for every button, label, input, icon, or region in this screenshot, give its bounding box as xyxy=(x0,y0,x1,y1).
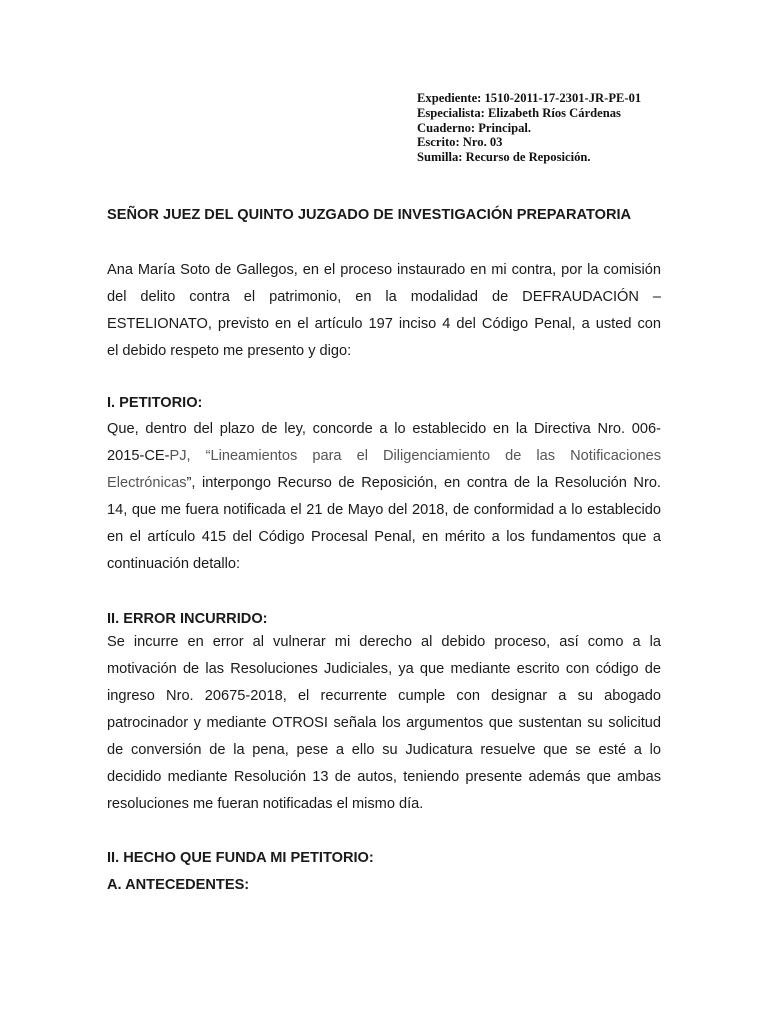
directive-number: 2015-CE- xyxy=(107,448,170,464)
error-line: patrocinador y mediante OTROSI señala los argumentos que sustentan su solicitud xyxy=(107,715,661,731)
especialista-line: Especialista: Elizabeth Ríos Cárdenas xyxy=(417,105,621,120)
petitorio-line-text: ”, interpongo Recurso de Reposición, en contra de la Resolución Nro. xyxy=(186,475,661,491)
error-paragraph xyxy=(107,629,661,818)
directive-title-end: Electrónicas xyxy=(107,475,187,491)
intro-line: ESTELIONATO, previsto en el artículo 197 inciso 4 del Código Penal, a usted con xyxy=(107,316,661,332)
error-line: de conversión de la pena, pese a ello su Judicatura resuelve que se esté a lo xyxy=(107,742,661,758)
intro-line: el debido respeto me presento y digo: xyxy=(107,343,352,359)
petitorio-line xyxy=(107,443,661,470)
antecedentes-heading: A. ANTECEDENTES: xyxy=(107,877,250,893)
directive-title: PJ, “Lineamientos para el Diligenciamiento de las Notificaciones xyxy=(169,448,661,464)
case-header xyxy=(417,91,747,165)
addressee-heading: SEÑOR JUEZ DEL QUINTO JUZGADO DE INVESTIGACIÓN PREPARATORIA xyxy=(107,207,632,223)
petitorio-line xyxy=(107,470,661,497)
escrito-line: Escrito: Nro. 03 xyxy=(417,135,503,150)
petitorio-line: en el artículo 415 del Código Procesal Penal, en mérito a los fundamentos que a xyxy=(107,529,661,545)
intro-paragraph xyxy=(107,257,661,365)
intro-line: Ana María Soto de Gallegos, en el proceso instaurado en mi contra, por la comisión xyxy=(107,262,661,278)
expediente-line: Expediente: 1510-2011-17-2301-JR-PE-01 xyxy=(417,91,642,105)
error-line: Se incurre en error al vulnerar mi derecho al debido proceso, así como a la xyxy=(107,634,661,650)
petitorio-line: continuación detallo: xyxy=(107,556,241,572)
sumilla-line: Sumilla: Recurso de Reposición. xyxy=(417,150,591,165)
petitorio-heading: I. PETITORIO: xyxy=(107,395,203,411)
hecho-heading: II. HECHO QUE FUNDA MI PETITORIO: xyxy=(107,850,374,866)
intro-line: del delito contra el patrimonio, en la modalidad de DEFRAUDACIÓN – xyxy=(107,289,661,305)
error-heading: II. ERROR INCURRIDO: xyxy=(107,611,268,627)
error-line: motivación de las Resoluciones Judiciales, ya que mediante escrito con código de xyxy=(107,661,661,677)
error-line: ingreso Nro. 20675-2018, el recurrente cumple con designar a su abogado xyxy=(107,688,661,704)
cuaderno-line: Cuaderno: Principal. xyxy=(417,120,532,135)
error-line: decidido mediante Resolución 13 de autos, teniendo presente además que ambas xyxy=(107,769,661,785)
error-line: resoluciones me fueran notificadas el mismo día. xyxy=(107,796,424,812)
petitorio-line: 14, que me fuera notificada el 21 de Mayo del 2018, de conformidad a lo establecido xyxy=(107,502,661,518)
petitorio-paragraph xyxy=(107,416,661,578)
petitorio-line: Que, dentro del plazo de ley, concorde a lo establecido en la Directiva Nro. 006- xyxy=(107,421,661,437)
